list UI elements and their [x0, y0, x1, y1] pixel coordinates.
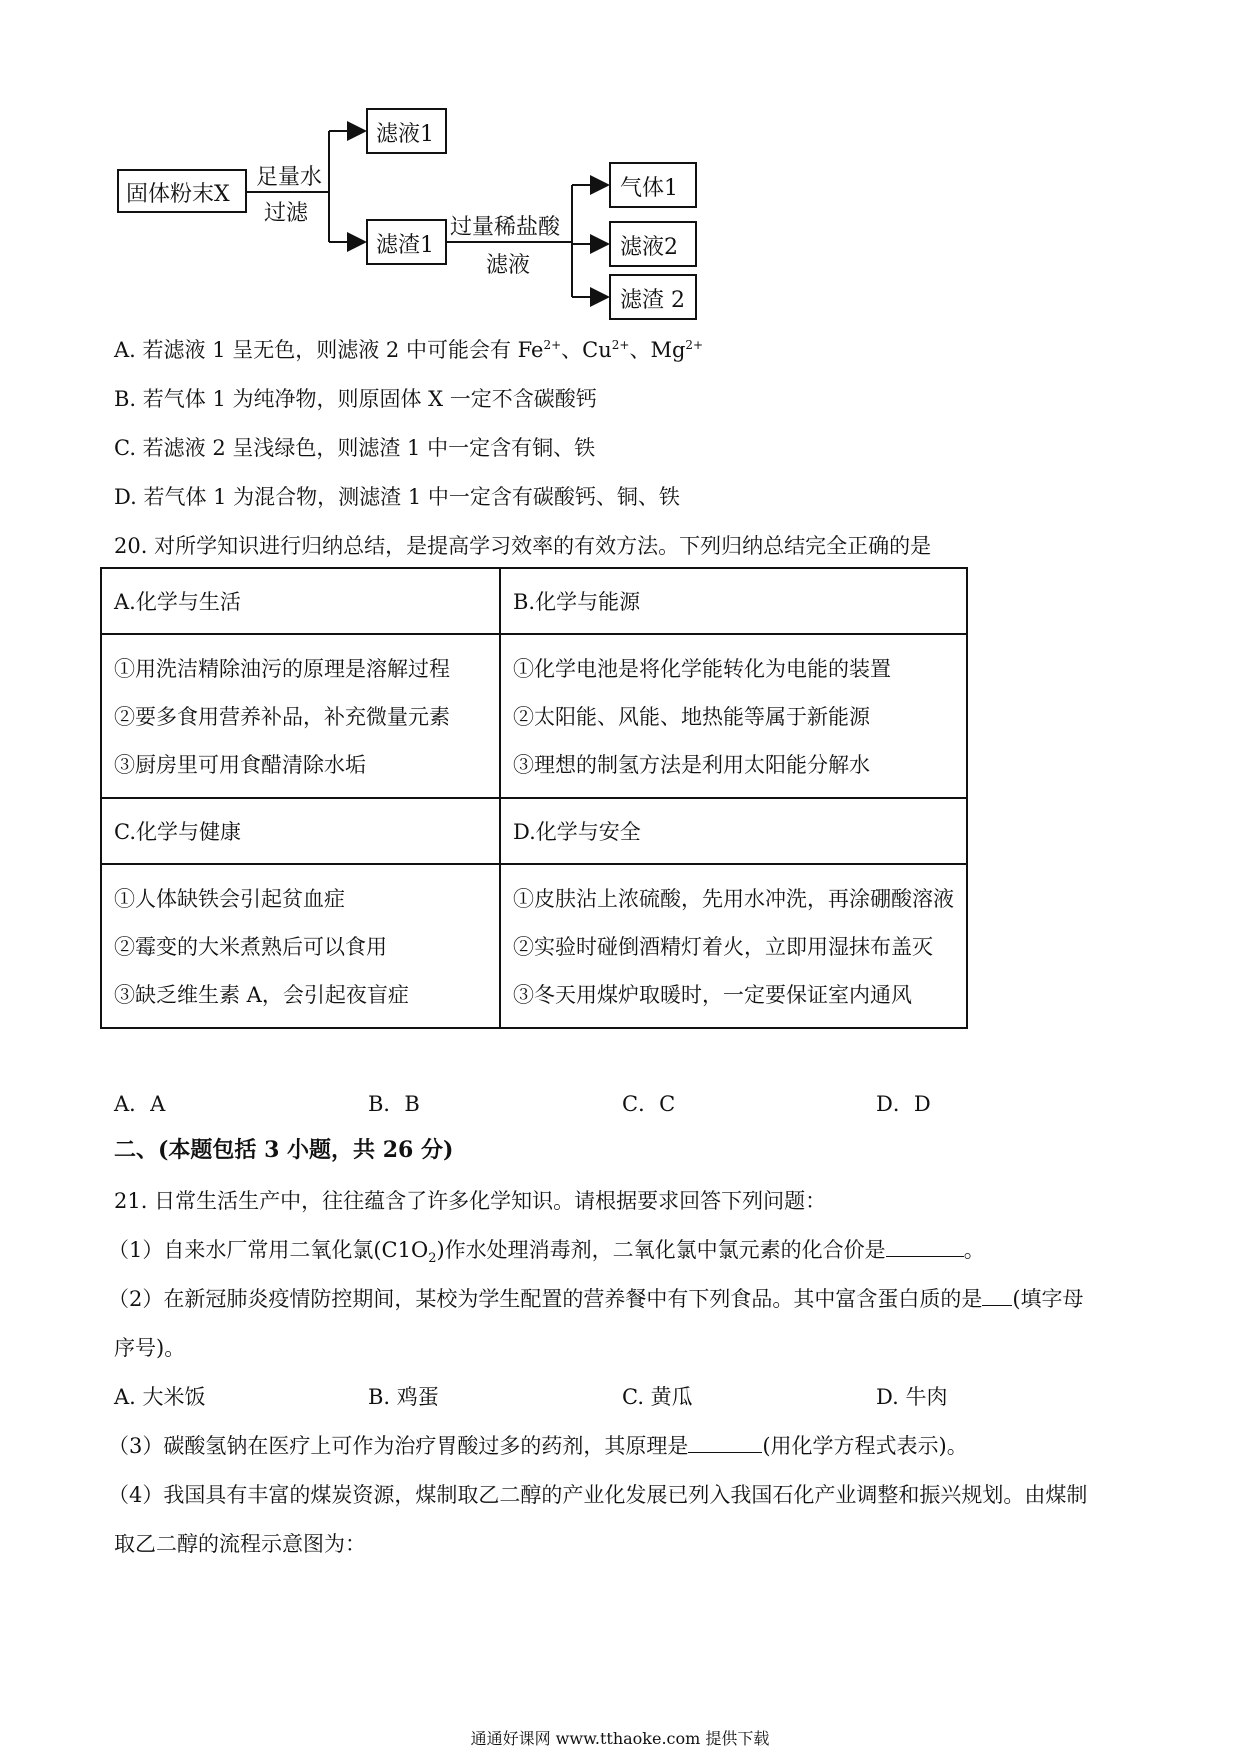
flow-label-step2-bottom: 滤液 [486, 253, 531, 278]
q21-part1 [108, 1234, 985, 1266]
q21-part4-line2: 取乙二醇的流程示意图为： [114, 1532, 366, 1556]
q19-option-a-text: A. 若滤液 1 呈无色，则滤液 2 中可能会有 Fe [114, 338, 544, 362]
answer-blank[interactable] [886, 1238, 964, 1257]
list-item: ②霉变的大米煮熟后可以食用 [114, 935, 387, 959]
cell-a-title: A.化学与生活 [101, 568, 500, 634]
list-item: ③缺乏维生素 A，会引起夜盲症 [114, 983, 409, 1007]
q21-part4-line1: （4）我国具有丰富的煤炭资源，煤制取乙二醇的产业化发展已列入我国石化产业调整和振兴规划。由煤制 [108, 1483, 1088, 1507]
cu-text: 、Cu [561, 338, 612, 362]
list-item: ①皮肤沾上浓硫酸，先用水冲洗，再涂硼酸溶液 [513, 887, 954, 911]
q21-part3-prefix: （3）碳酸氢钠在医疗上可作为治疗胃酸过多的药剂，其原理是 [108, 1434, 689, 1458]
q21-part3 [108, 1430, 968, 1460]
flow-label-step1-bottom: 过滤 [264, 201, 309, 226]
q21-part3-suffix: (用化学方程式表示)。 [762, 1434, 968, 1458]
list-item: ①化学电池是将化学能转化为电能的装置 [513, 657, 891, 681]
cell-b-items [500, 634, 967, 798]
q20-option-d: D．D [876, 1092, 931, 1116]
cell-d-items [500, 864, 967, 1028]
q21-part1-suffix: )作水处理消毒剂，二氧化氯中氯元素的化合价是 [436, 1238, 886, 1262]
flow-label-step1-top: 足量水 [256, 165, 323, 190]
q20-stem: 20. 对所学知识进行归纳总结，是提高学习效率的有效方法。下列归纳总结完全正确的是 [114, 534, 932, 558]
q20-option-b: B．B [368, 1092, 420, 1116]
flow-label-solid: 固体粉末X [126, 182, 230, 207]
section-heading: 二、(本题包括 3 小题，共 26 分) [114, 1137, 454, 1163]
list-item: ②要多食用营养补品，补充微量元素 [114, 705, 450, 729]
q21-option-c: C. 黄瓜 [622, 1385, 693, 1409]
list-item: ①用洗洁精除油污的原理是溶解过程 [114, 657, 450, 681]
flow-label-filtrate1: 滤液1 [376, 122, 434, 147]
q21-part2 [108, 1283, 1084, 1313]
list-item: ②太阳能、风能、地热能等属于新能源 [513, 705, 870, 729]
q19-option-a [114, 334, 703, 364]
q21-part2-cont: 序号)。 [114, 1336, 186, 1360]
q21-option-b: B. 鸡蛋 [368, 1385, 439, 1409]
list-item: ③厨房里可用食醋清除水垢 [114, 753, 366, 777]
list-item: ③冬天用煤炉取暖时，一定要保证室内通风 [513, 983, 912, 1007]
q20-option-c: C．C [622, 1092, 676, 1116]
cell-a-items [101, 634, 500, 798]
q20-option-a: A．A [114, 1092, 166, 1116]
q21-option-d: D. 牛肉 [876, 1385, 948, 1409]
fe-charge: 2+ [543, 338, 562, 352]
cell-d-title: D.化学与安全 [500, 798, 967, 864]
answer-blank[interactable] [982, 1287, 1012, 1306]
q20-summary-table [100, 567, 968, 1029]
flow-label-filtrate2: 滤液2 [620, 235, 678, 260]
q21-part1-end: 。 [963, 1238, 985, 1262]
subscript: 2 [428, 1251, 437, 1267]
flowchart [0, 0, 1240, 330]
mg-text: 、Mg [629, 338, 686, 362]
flow-label-step2-top: 过量稀盐酸 [450, 215, 561, 240]
answer-blank[interactable] [688, 1434, 762, 1453]
mg-charge: 2+ [685, 338, 704, 352]
cu-charge: 2+ [611, 338, 630, 352]
flow-label-gas1: 气体1 [620, 176, 678, 201]
cell-c-items [101, 864, 500, 1028]
q19-option-b: B. 若气体 1 为纯净物，则原固体 X 一定不含碳酸钙 [114, 387, 597, 411]
flow-label-residue2: 滤渣 2 [620, 288, 685, 313]
flow-label-residue1: 滤渣1 [376, 233, 434, 258]
list-item: ②实验时碰倒酒精灯着火，立即用湿抹布盖灭 [513, 935, 933, 959]
cell-c-title: C.化学与健康 [101, 798, 500, 864]
q21-option-a: A. 大米饭 [114, 1385, 206, 1409]
q21-part1-prefix: （1）自来水厂常用二氧化氯(C1O [108, 1238, 429, 1262]
q21-stem: 21. 日常生活生产中，往往蕴含了许多化学知识。请根据要求回答下列问题： [114, 1189, 827, 1213]
q19-option-d: D. 若气体 1 为混合物，测滤渣 1 中一定含有碳酸钙、铜、铁 [114, 485, 680, 509]
q21-part2-suffix: (填字母 [1012, 1287, 1084, 1311]
cell-b-title: B.化学与能源 [500, 568, 967, 634]
q19-option-c: C. 若滤液 2 呈浅绿色，则滤渣 1 中一定含有铜、铁 [114, 436, 596, 460]
list-item: ①人体缺铁会引起贫血症 [114, 887, 345, 911]
list-item: ③理想的制氢方法是利用太阳能分解水 [513, 753, 870, 777]
q21-part2-prefix: （2）在新冠肺炎疫情防控期间，某校为学生配置的营养餐中有下列食品。其中富含蛋白质的是 [108, 1287, 983, 1311]
page-footer: 通通好课网 www.tthaoke.com 提供下载 [470, 1729, 770, 1748]
